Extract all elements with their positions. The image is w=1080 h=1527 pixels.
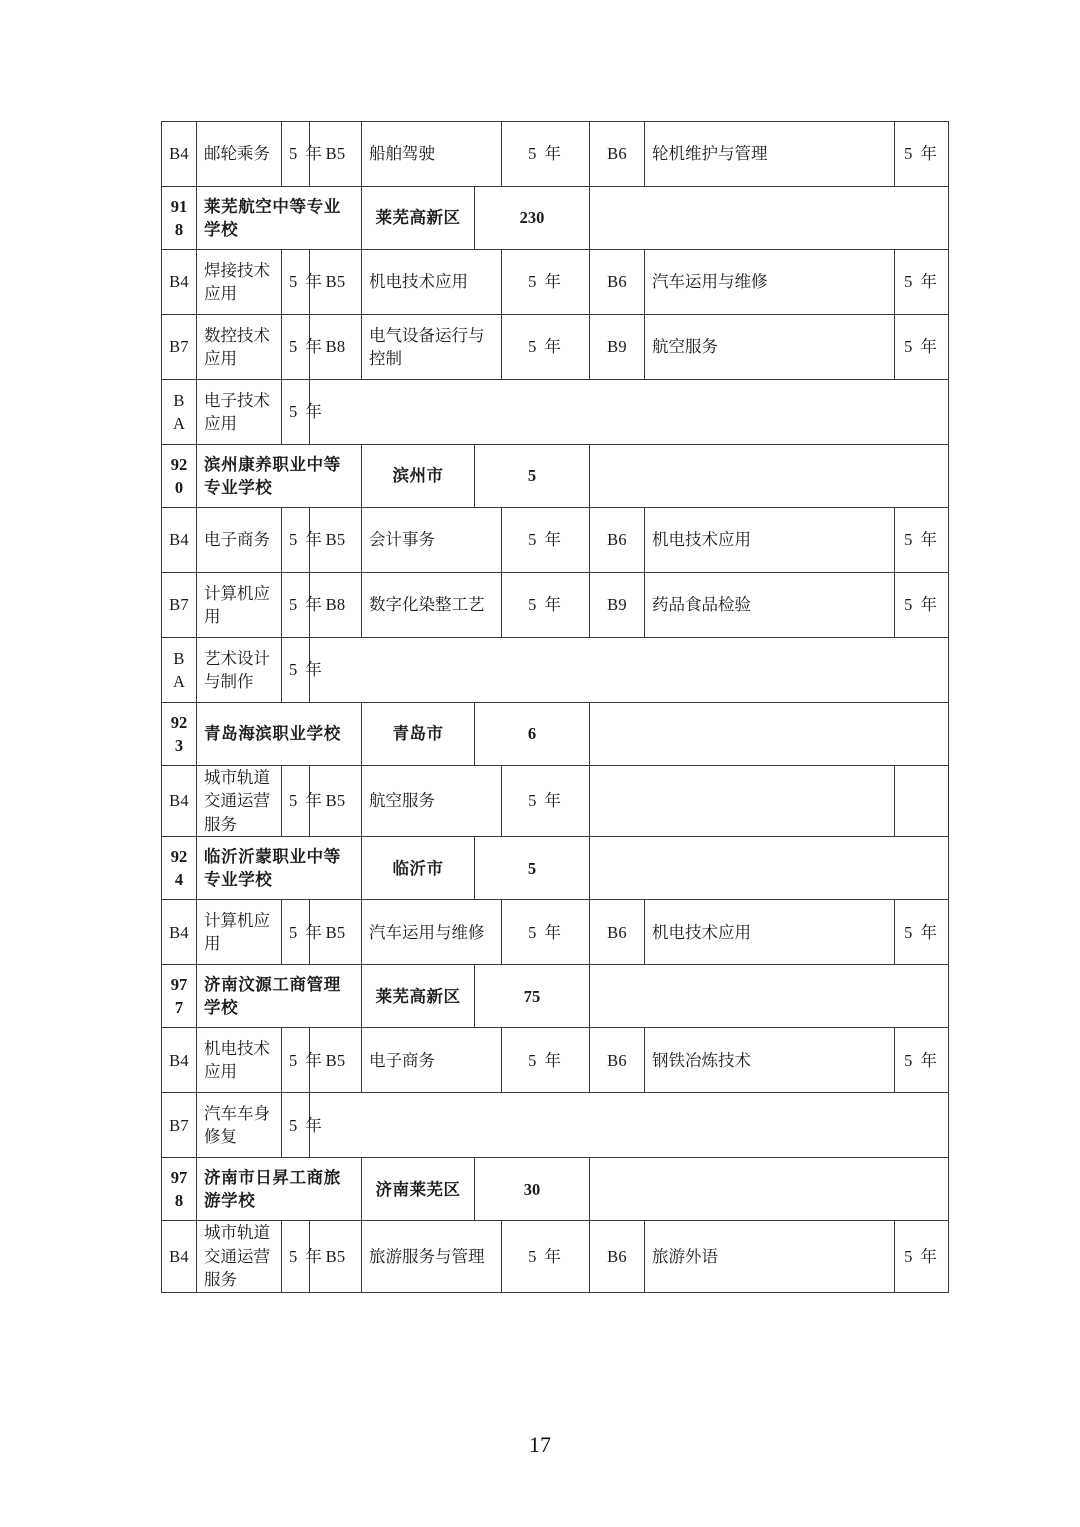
major-code-cell: BA [162, 638, 197, 703]
major-years-cell: 5 年 [895, 315, 949, 380]
empty-cell [310, 638, 949, 703]
major-years-cell: 5 年 [502, 1221, 590, 1292]
school-code-cell: 920 [162, 445, 197, 508]
major-years-cell: 5 年 [895, 573, 949, 638]
empty-cell [590, 187, 949, 250]
major-name-cell: 药品食品检验 [645, 573, 895, 638]
major-code-cell: B8 [310, 573, 362, 638]
major-name-cell: 机电技术应用 [645, 900, 895, 965]
major-code-cell: B7 [162, 1093, 197, 1158]
major-years-cell: 5 年 [502, 900, 590, 965]
major-detail-row [162, 1221, 949, 1292]
majors-table [161, 121, 949, 1293]
school-count-cell: 75 [475, 965, 590, 1028]
page-number: 17 [529, 1432, 551, 1457]
school-code-cell: 978 [162, 1158, 197, 1221]
major-code-cell: B4 [162, 250, 197, 315]
major-name-cell: 机电技术应用 [645, 508, 895, 573]
major-code-cell: B6 [590, 508, 645, 573]
school-header-row [162, 1158, 949, 1221]
school-header-row [162, 965, 949, 1028]
school-code-cell: 977 [162, 965, 197, 1028]
major-years-cell: 5 年 [282, 573, 310, 638]
major-years-cell: 5 年 [502, 1028, 590, 1093]
major-detail-row [162, 766, 949, 837]
major-years-cell: 5 年 [282, 508, 310, 573]
school-name-cell: 济南汶源工商管理学校 [197, 965, 362, 1028]
major-name-cell: 旅游服务与管理 [362, 1221, 502, 1292]
school-region-cell: 济南莱芜区 [362, 1158, 475, 1221]
major-years-cell: 5 年 [282, 315, 310, 380]
major-code-cell: B5 [310, 900, 362, 965]
major-detail-row [162, 1028, 949, 1093]
school-header-row [162, 187, 949, 250]
major-years-cell: 5 年 [282, 122, 310, 187]
school-code-cell: 924 [162, 837, 197, 900]
major-detail-row [162, 638, 949, 703]
major-name-cell: 轮机维护与管理 [645, 122, 895, 187]
major-years-cell: 5 年 [502, 250, 590, 315]
major-detail-row [162, 900, 949, 965]
major-code-cell: B6 [590, 250, 645, 315]
major-years-cell: 5 年 [282, 380, 310, 445]
major-name-cell: 计算机应用 [197, 573, 282, 638]
school-name-cell: 临沂沂蒙职业中等专业学校 [197, 837, 362, 900]
major-code-cell: B5 [310, 766, 362, 837]
major-detail-row [162, 380, 949, 445]
majors-table-body [162, 122, 949, 1293]
empty-cell [590, 837, 949, 900]
major-name-cell: 船舶驾驶 [362, 122, 502, 187]
major-name-cell: 邮轮乘务 [197, 122, 282, 187]
major-detail-row [162, 1093, 949, 1158]
empty-cell [590, 445, 949, 508]
school-region-cell: 莱芜高新区 [362, 965, 475, 1028]
school-code-cell: 923 [162, 703, 197, 766]
major-years-cell: 5 年 [895, 250, 949, 315]
school-count-cell: 6 [475, 703, 590, 766]
school-count-cell: 30 [475, 1158, 590, 1221]
major-years-cell: 5 年 [282, 1093, 310, 1158]
major-years-cell: 5 年 [895, 1221, 949, 1292]
major-years-cell: 5 年 [895, 900, 949, 965]
major-detail-row [162, 573, 949, 638]
major-code-cell: BA [162, 380, 197, 445]
major-years-cell: 5 年 [895, 508, 949, 573]
major-code-cell: B4 [162, 766, 197, 837]
major-detail-row [162, 122, 949, 187]
major-code-cell: B8 [310, 315, 362, 380]
major-detail-row [162, 315, 949, 380]
majors-table-container [161, 121, 948, 1293]
major-code-cell: B4 [162, 1221, 197, 1292]
major-years-cell: 5 年 [895, 122, 949, 187]
school-header-row [162, 837, 949, 900]
major-years-cell: 5 年 [502, 573, 590, 638]
school-count-cell: 5 [475, 837, 590, 900]
school-name-cell: 滨州康养职业中等专业学校 [197, 445, 362, 508]
major-code-cell: B6 [590, 1221, 645, 1292]
major-years-cell: 5 年 [502, 766, 590, 837]
empty-cell [590, 766, 895, 837]
major-code-cell: B4 [162, 508, 197, 573]
major-name-cell: 电子商务 [362, 1028, 502, 1093]
school-name-cell: 青岛海滨职业学校 [197, 703, 362, 766]
empty-cell [590, 1158, 949, 1221]
major-years-cell: 5 年 [282, 1028, 310, 1093]
major-code-cell: B5 [310, 122, 362, 187]
school-count-cell: 5 [475, 445, 590, 508]
major-code-cell: B4 [162, 900, 197, 965]
major-detail-row [162, 508, 949, 573]
major-years-cell: 5 年 [502, 508, 590, 573]
major-detail-row [162, 250, 949, 315]
major-code-cell: B6 [590, 1028, 645, 1093]
major-name-cell: 会计事务 [362, 508, 502, 573]
major-years-cell: 5 年 [282, 766, 310, 837]
major-code-cell: B7 [162, 573, 197, 638]
school-code-cell: 918 [162, 187, 197, 250]
school-region-cell: 临沂市 [362, 837, 475, 900]
major-name-cell: 艺术设计与制作 [197, 638, 282, 703]
major-code-cell: B4 [162, 1028, 197, 1093]
school-count-cell: 230 [475, 187, 590, 250]
major-name-cell: 电子商务 [197, 508, 282, 573]
major-years-cell: 5 年 [282, 900, 310, 965]
empty-cell [310, 380, 949, 445]
major-code-cell: B5 [310, 1221, 362, 1292]
major-code-cell: B6 [590, 122, 645, 187]
major-name-cell: 计算机应用 [197, 900, 282, 965]
major-years-cell: 5 年 [502, 315, 590, 380]
major-code-cell: B6 [590, 900, 645, 965]
major-years-cell: 5 年 [895, 1028, 949, 1093]
major-code-cell: B5 [310, 508, 362, 573]
major-name-cell: 汽车车身修复 [197, 1093, 282, 1158]
empty-cell [310, 1093, 949, 1158]
major-code-cell: B9 [590, 315, 645, 380]
major-name-cell: 焊接技术应用 [197, 250, 282, 315]
empty-cell [590, 965, 949, 1028]
major-code-cell: B7 [162, 315, 197, 380]
major-name-cell: 汽车运用与维修 [645, 250, 895, 315]
major-name-cell: 城市轨道交通运营服务 [197, 766, 282, 837]
major-years-cell: 5 年 [282, 1221, 310, 1292]
major-name-cell: 数字化染整工艺 [362, 573, 502, 638]
major-name-cell: 航空服务 [645, 315, 895, 380]
empty-cell [590, 703, 949, 766]
major-name-cell: 航空服务 [362, 766, 502, 837]
major-name-cell: 机电技术应用 [362, 250, 502, 315]
school-name-cell: 莱芜航空中等专业学校 [197, 187, 362, 250]
school-header-row [162, 445, 949, 508]
major-name-cell: 数控技术应用 [197, 315, 282, 380]
major-code-cell: B5 [310, 250, 362, 315]
major-code-cell: B9 [590, 573, 645, 638]
major-name-cell: 汽车运用与维修 [362, 900, 502, 965]
major-name-cell: 电气设备运行与控制 [362, 315, 502, 380]
major-code-cell: B4 [162, 122, 197, 187]
major-name-cell: 机电技术应用 [197, 1028, 282, 1093]
school-name-cell: 济南市日昇工商旅游学校 [197, 1158, 362, 1221]
major-name-cell: 旅游外语 [645, 1221, 895, 1292]
major-name-cell: 城市轨道交通运营服务 [197, 1221, 282, 1292]
school-region-cell: 莱芜高新区 [362, 187, 475, 250]
major-name-cell: 电子技术应用 [197, 380, 282, 445]
major-code-cell: B5 [310, 1028, 362, 1093]
major-name-cell: 钢铁冶炼技术 [645, 1028, 895, 1093]
major-years-cell: 5 年 [282, 250, 310, 315]
major-years-cell: 5 年 [282, 638, 310, 703]
school-region-cell: 青岛市 [362, 703, 475, 766]
major-years-cell: 5 年 [502, 122, 590, 187]
school-header-row [162, 703, 949, 766]
school-region-cell: 滨州市 [362, 445, 475, 508]
